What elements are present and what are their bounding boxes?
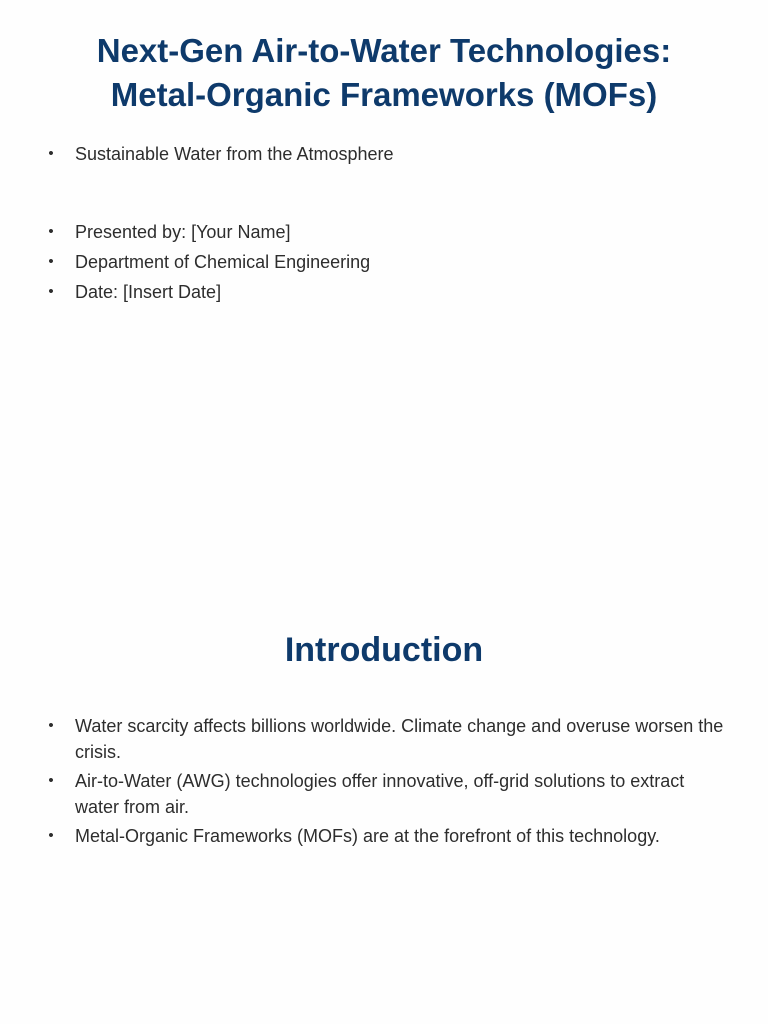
bullet-icon: • — [48, 223, 54, 240]
bullet-icon: • — [48, 772, 54, 789]
title-line-2: Metal-Organic Frameworks (MOFs) — [110, 76, 658, 113]
presenter-info-list — [0, 217, 768, 307]
subtitle-list — [0, 139, 768, 169]
list-item-text: Water scarcity affects billions worldwide. Climate change and overuse worsen the crisis. — [75, 716, 724, 762]
slide-introduction — [0, 512, 768, 1024]
slide-title-heading — [0, 29, 768, 117]
list-item — [0, 247, 768, 277]
bullet-icon: • — [48, 827, 54, 844]
slide-heading: Introduction — [284, 631, 484, 669]
list-item-text: Metal-Organic Frameworks (MOFs) are at the forefront of this technology. — [75, 826, 660, 846]
list-item-text: Sustainable Water from the Atmosphere — [75, 144, 394, 164]
bullet-icon: • — [48, 145, 54, 162]
list-item-text: Presented by: [Your Name] — [75, 222, 291, 242]
list-item — [0, 768, 768, 820]
bullet-icon: • — [48, 283, 54, 300]
list-item-text: Department of Chemical Engineering — [75, 252, 371, 272]
list-item — [0, 277, 768, 307]
list-item — [0, 139, 768, 169]
list-item-text: Date: [Insert Date] — [75, 282, 222, 302]
list-item — [0, 713, 768, 765]
list-item-text: Air-to-Water (AWG) technologies offer innovative, off-grid solutions to extract water from air. — [75, 771, 685, 817]
title-line-1: Next-Gen Air-to-Water Technologies: — [96, 32, 672, 69]
bullet-icon: • — [48, 717, 54, 734]
introduction-list — [0, 713, 768, 852]
list-item — [0, 217, 768, 247]
list-item — [0, 823, 768, 849]
bullet-icon: • — [48, 253, 54, 270]
